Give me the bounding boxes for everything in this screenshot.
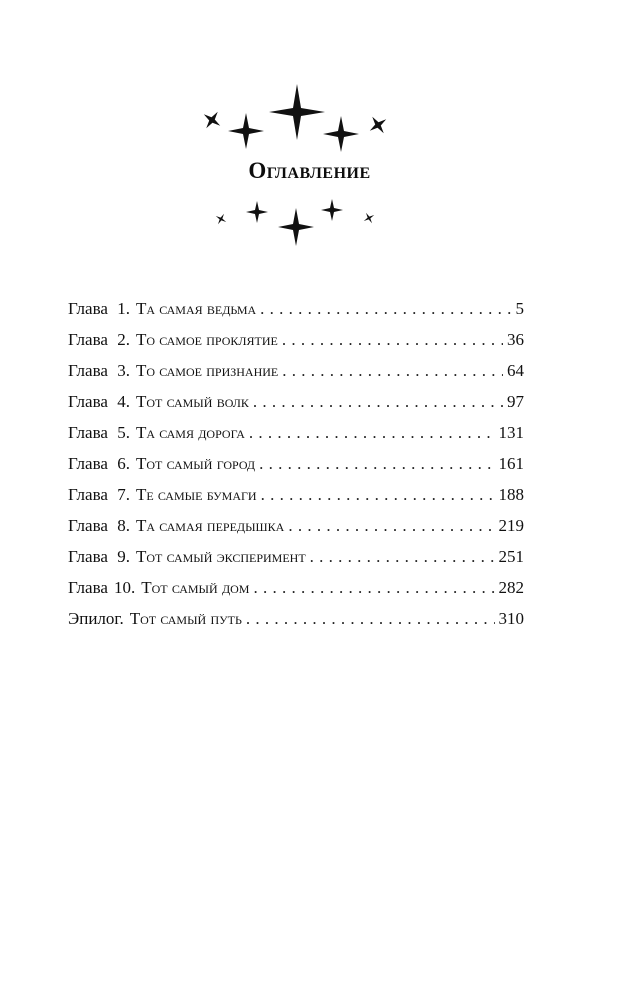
toc-entry[interactable] bbox=[68, 299, 524, 330]
toc-chapter-title: То самое признание bbox=[135, 361, 279, 380]
toc-label: Глава bbox=[68, 330, 108, 349]
toc-label: Глава bbox=[68, 423, 108, 442]
toc-chapter-number: 2. bbox=[117, 330, 130, 349]
dot-leader bbox=[246, 609, 495, 629]
toc-label: Глава bbox=[68, 485, 108, 504]
toc-entry[interactable] bbox=[68, 361, 524, 392]
toc-chapter-number: 6. bbox=[117, 454, 130, 473]
toc-page-number: 251 bbox=[498, 547, 524, 566]
table-of-contents bbox=[68, 299, 524, 640]
star-icon bbox=[213, 211, 229, 227]
toc-chapter-number: 8. bbox=[117, 516, 130, 535]
toc-label: Глава bbox=[68, 578, 108, 597]
toc-chapter-title: То самое проклятие bbox=[135, 330, 278, 349]
dot-leader bbox=[253, 392, 503, 412]
dot-leader bbox=[261, 485, 495, 505]
toc-entry[interactable] bbox=[68, 454, 524, 485]
dot-leader bbox=[259, 454, 494, 474]
toc-chapter-title: Та самая передышка bbox=[135, 516, 285, 535]
toc-chapter-number: 5. bbox=[117, 423, 130, 442]
dot-leader bbox=[310, 547, 495, 567]
toc-chapter-title: Тот самый дом bbox=[141, 578, 250, 597]
toc-entry[interactable] bbox=[68, 392, 524, 423]
dot-leader bbox=[260, 299, 511, 319]
toc-page-number: 5 bbox=[515, 299, 524, 318]
star-icon bbox=[198, 106, 226, 134]
toc-chapter-number: 9. bbox=[117, 547, 130, 566]
dot-leader bbox=[288, 516, 494, 536]
toc-label: Глава bbox=[68, 454, 108, 473]
dot-leader bbox=[282, 361, 503, 381]
toc-chapter-title: Тот самый эксперимент bbox=[135, 547, 306, 566]
toc-chapter-title: Та самя дорога bbox=[135, 423, 245, 442]
toc-label: Глава bbox=[68, 392, 108, 411]
toc-label: Глава bbox=[68, 547, 108, 566]
toc-chapter-number: 10. bbox=[113, 578, 136, 597]
toc-page-number: 64 bbox=[507, 361, 524, 380]
toc-page-number: 36 bbox=[507, 330, 524, 349]
star-icon bbox=[321, 199, 343, 221]
toc-entry[interactable] bbox=[68, 485, 524, 516]
page-title: Оглавление bbox=[248, 158, 371, 183]
toc-entry[interactable] bbox=[68, 578, 524, 609]
star-icon bbox=[278, 208, 314, 246]
toc-chapter-title: Тот самый город bbox=[135, 454, 256, 473]
toc-chapter-number: 7. bbox=[117, 485, 130, 504]
star-icon bbox=[246, 201, 268, 223]
dot-leader bbox=[249, 423, 495, 443]
toc-entry[interactable] bbox=[68, 423, 524, 454]
toc-page-number: 188 bbox=[498, 485, 524, 504]
toc-label: Глава bbox=[68, 516, 108, 535]
toc-label: Глава bbox=[68, 361, 108, 380]
toc-chapter-title: Тот самый волк bbox=[135, 392, 249, 411]
toc-page-number: 282 bbox=[498, 578, 524, 597]
toc-entry[interactable] bbox=[68, 516, 524, 547]
toc-label: Эпилог. bbox=[68, 609, 124, 628]
toc-chapter-title: Та самая ведьма bbox=[135, 299, 257, 318]
dot-leader bbox=[282, 330, 503, 350]
toc-entry[interactable] bbox=[68, 547, 524, 578]
dot-leader bbox=[253, 578, 494, 598]
star-icon bbox=[361, 210, 377, 226]
star-icon bbox=[269, 84, 325, 140]
toc-chapter-number: 1. bbox=[117, 299, 130, 318]
toc-chapter-title: Те самые бумаги bbox=[135, 485, 257, 504]
toc-chapter-number: 4. bbox=[117, 392, 130, 411]
toc-chapter-number: 3. bbox=[117, 361, 130, 380]
toc-page-number: 161 bbox=[498, 454, 524, 473]
toc-entry[interactable] bbox=[68, 330, 524, 361]
toc-entry[interactable] bbox=[68, 609, 524, 640]
toc-page-number: 219 bbox=[498, 516, 524, 535]
toc-page-number: 131 bbox=[498, 423, 524, 442]
toc-page-number: 310 bbox=[498, 609, 524, 628]
star-icon bbox=[228, 113, 264, 149]
toc-label: Глава bbox=[68, 299, 108, 318]
toc-page-number: 97 bbox=[507, 392, 524, 411]
star-icon bbox=[323, 116, 359, 152]
toc-chapter-title: Тот самый путь bbox=[129, 609, 242, 628]
star-icon bbox=[364, 111, 392, 139]
